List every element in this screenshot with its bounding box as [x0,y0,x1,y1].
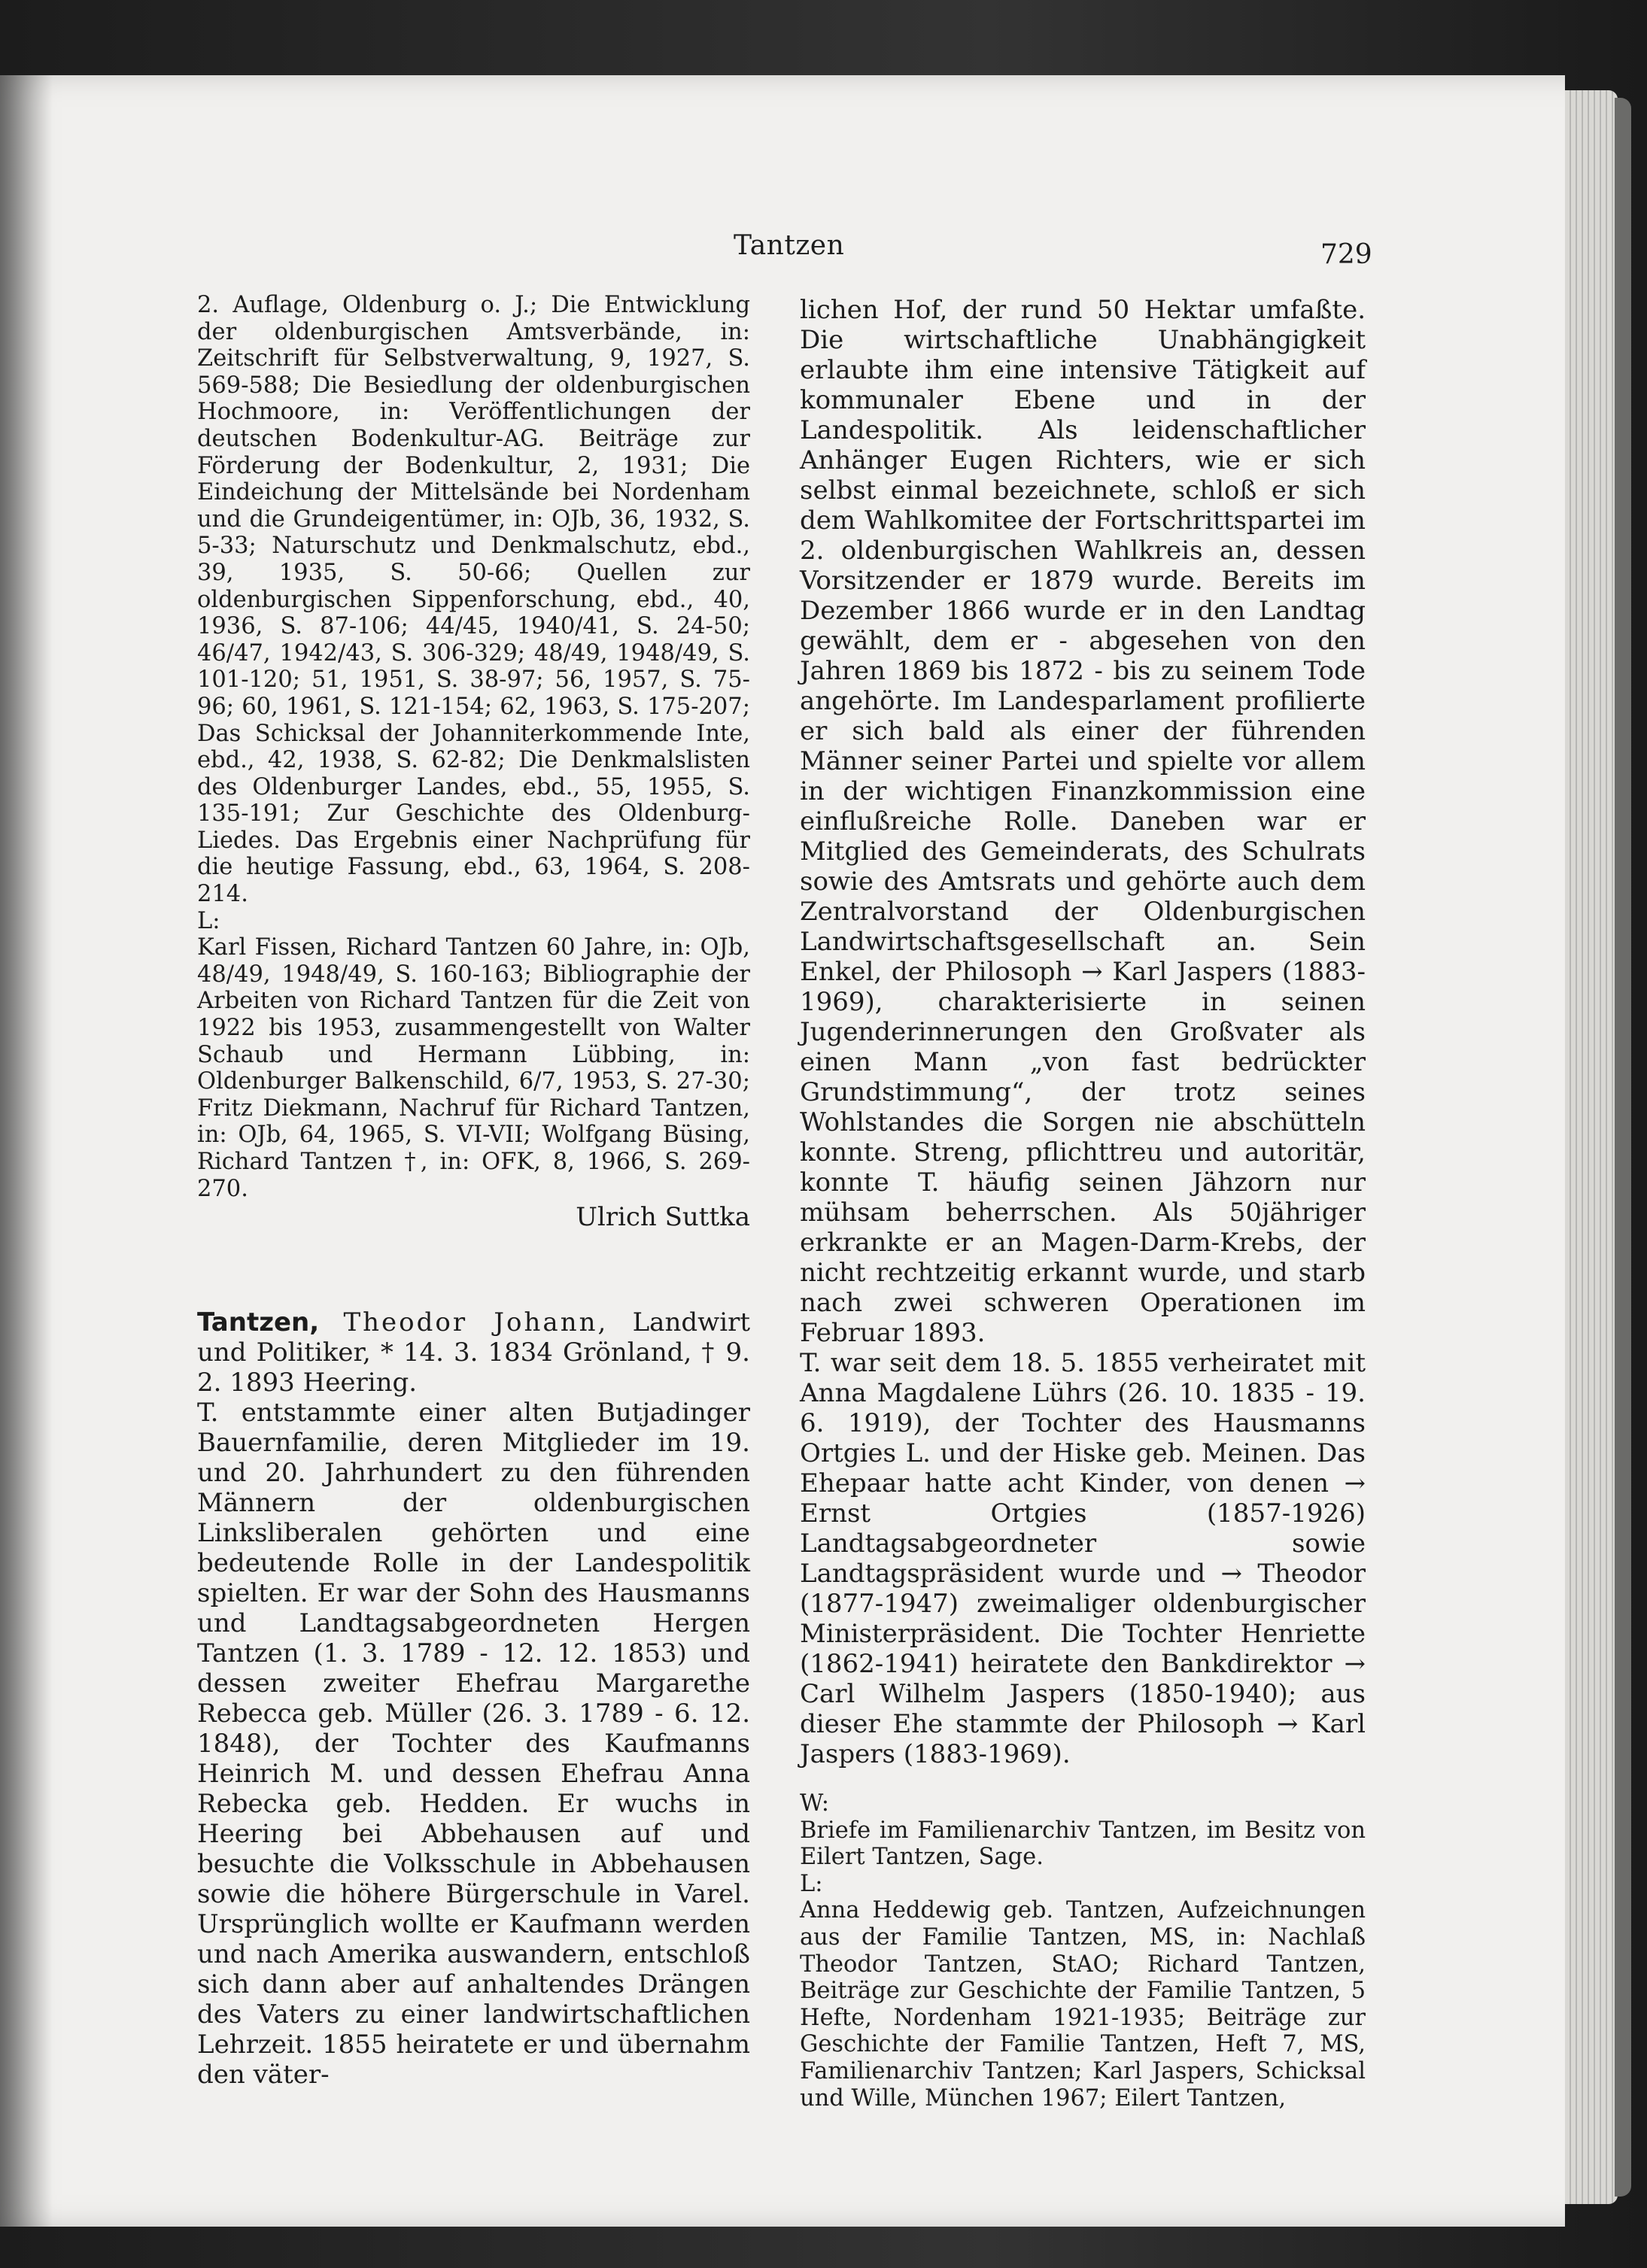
gutter-shadow [0,75,53,2227]
left-column [197,292,750,2090]
running-head: Tantzen [734,230,845,261]
entry-spacer [197,1232,750,1307]
entry-given-names: Theodor Johann, [343,1307,609,1338]
entry-header [197,1307,750,1398]
right-column [800,295,1366,2112]
works-continued: 2. Auflage, Oldenburg o. J.; Die Entwicklung der oldenburgischen Amtsverbände, in: Zeitschrift für Selbstverwaltung, 9, 1927, S. 569-588; Die Besiedlung der oldenburgischen Hochmoore, in: Veröffentlichungen der deutschen Bodenkultur-AG. Beiträge zur Förderung der Bodenkultur, 2, 1931; Die Eindeichung der Mittelsände bei Nordenham und die Grundeigentümer, in: OJb, 36, 1932, S. 5-33; Naturschutz und Denkmalschutz, ebd., 39, 1935, S. 50-66; Quellen zur oldenburgischen Sippenforschung, ebd., 40, 1936, S. 87-106; 44/45, 1940/41, S. 24-50; 46/47, 1942/43, S. 306-329; 48/49, 1948/49, S. 101-120; 51, 1951, S. 38-97; 56, 1957, S. 75-96; 60, 1961, S. 121-154; 62, 1963, S. 175-207; Das Schicksal der Johanniterkommende Inte, ebd., 42, 1938, S. 62-82; Die Denkmalslisten des Oldenburger Landes, ebd., 55, 1955, S. 135-191; Zur Geschichte des Oldenburg-Liedes. Das Ergebnis einer Nachprüfung für die heutige Fassung, ebd., 63, 1964, S. 208-214. [197,292,750,908]
literature-label: L: [197,907,220,934]
literature-list: Karl Fissen, Richard Tantzen 60 Jahre, in: OJb, 48/49, 1948/49, S. 160-163; Bibliographie der Arbeiten von Richard Tantzen für die Zeit von 1922 bis 1953, zusammengestellt von Walter Schaub und Hermann Lübbing, in: Oldenburger Balkenschild, 6/7, 1953, S. 27-30; Fritz Diekmann, Nachruf für Richard Tantzen, in: OJb, 64, 1965, S. VI-VII; Wolfgang Büsing, Richard Tantzen †, in: OFK, 8, 1966, S. 269-270. [197,934,750,1202]
works-label: W: [800,1790,829,1817]
entry-header-rest: Landwirt und Politiker, * 14. 3. 1834 Grönland, † 9. 2. 1893 Heering. [197,1307,750,1398]
entry-body-left: T. entstammte einer alten Butjadinger Bauernfamilie, deren Mitglieder im 19. und 20. Jahrhundert zu den führenden Männern der oldenburgischen Linksliberalen gehörten und eine bedeutende Rolle in der Landespolitik spielten. Er war der Sohn des Hausmanns und Landtagsabgeordneten Hergen Tantzen (1. 3. 1789 - 12. 12. 1853) und dessen zweiter Ehefrau Margarethe Rebecca geb. Müller (26. 3. 1789 - 6. 12. 1848), der Tochter des Kaufmanns Heinrich M. und dessen Ehefrau Anna Rebecka geb. Hedden. Er wuchs in Heering bei Abbehausen auf und besuchte die Volksschule in Abbehausen sowie die höhere Bürgerschule in Varel. Ursprünglich wollte er Kaufmann werden und nach Amerika auswandern, entschloß sich dann aber auf anhaltendes Drängen des Vaters zu einer landwirtschaftlichen Lehrzeit. 1855 heiratete er und übernahm den väter- [197,1398,750,2090]
entry-body-right-2: T. war seit dem 18. 5. 1855 verheiratet mit Anna Magdalene Lührs (26. 10. 1835 - 19. 6. 1919), der Tochter des Hausmanns Ortgies L. und der Hiske geb. Meinen. Das Ehepaar hatte acht Kinder, von denen → Ernst Ortgies (1857-1926) Landtagsabgeordneter sowie Landtagspräsident wurde und → Theodor (1877-1947) zweimaliger oldenburgischer Ministerpräsident. Die Tochter Henriette (1862-1941) heiratete den Bankdirektor → Carl Wilhelm Jaspers (1850-1940); aus dieser Ehe stammte der Philosoph → Karl Jaspers (1883-1969). [800,1348,1366,1769]
page-number: 729 [1320,239,1372,270]
works-spacer [800,1769,1366,1790]
entry-body-right-1: lichen Hof, der rund 50 Hektar umfaßte. Die wirtschaftliche Unabhängigkeit erlaubte ihm eine intensive Tätigkeit auf kommunaler Ebene und in der Landespolitik. Als leidenschaftlicher Anhänger Eugen Richters, wie er sich selbst einmal bezeichnete, schloß er sich dem Wahlkomitee der Fortschrittspartei im 2. oldenburgischen Wahlkreis an, dessen Vorsitzender er 1879 wurde. Bereits im Dezember 1866 wurde er in den Landtag gewählt, dem er - abgesehen von den Jahren 1869 bis 1872 - bis zu seinem Tode angehörte. Im Landesparlament profilierte er sich bald als einer der führenden Männer seiner Partei und spielte vor allem in der wichtigen Finanzkommission eine einflußreiche Rolle. Daneben war er Mitglied des Gemeinderats, des Schulrats sowie des Amtsrats und gehörte auch dem Zentralvorstand der Oldenburgischen Landwirtschaftsgesellschaft an. Sein Enkel, der Philosoph → Karl Jaspers (1883-1969), charakterisierte in seinen Jugenderinnerungen den Großvater als einen Mann „von fast bedrückter Grundstimmung“, der trotz seines Wohlstandes die Sorgen nie abschütteln konnte. Streng, pflichttreu und autoritär, konnte T. häufig seinen Jähzorn nur mühsam beherrschen. Als 50jähriger erkrankte er an Magen-Darm-Krebs, der nicht rechtzeitig erkannt wurde, und starb nach zwei schweren Operationen im Februar 1893. [800,295,1366,1348]
literature-list-right: Anna Heddewig geb. Tantzen, Aufzeichnungen aus der Familie Tantzen, MS, in: Nachlaß Theodor Tantzen, StAO; Richard Tantzen, Beiträge zur Geschichte der Familie Tantzen, 5 Hefte, Nordenham 1921-1935; Beiträge zur Geschichte der Familie Tantzen, Heft 7, MS, Familienarchiv Tantzen; Karl Jaspers, Schicksal und Wille, München 1967; Eilert Tantzen, [800,1897,1366,2112]
works-list: Briefe im Familienarchiv Tantzen, im Besitz von Eilert Tantzen, Sage. [800,1817,1366,1871]
entry-surname: Tantzen, [197,1307,320,1338]
literature-label-right: L: [800,1870,823,1897]
author-signature: Ulrich Suttka [576,1202,750,1233]
